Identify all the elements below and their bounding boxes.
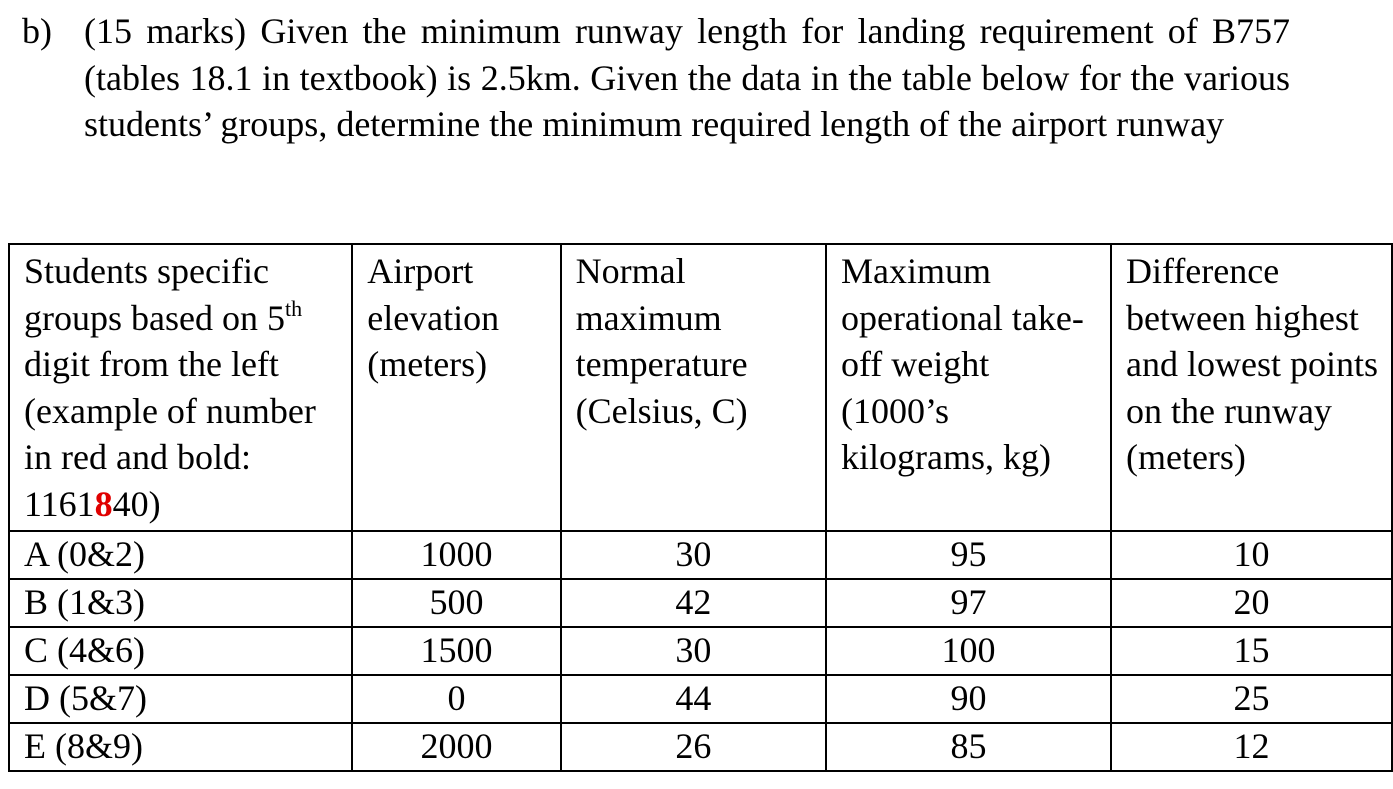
cell-temperature: 30 [561,627,826,675]
cell-difference: 15 [1111,627,1392,675]
header-student-groups-part3: 40) [112,483,161,524]
header-student-groups-part1: Students specific groups based on 5 [24,251,285,338]
question-text: (15 marks) Given the minimum runway length for landing requirement of B757 (tables 18.1 in textbook) is 2.5km. Given the data in the table below for the various students’ groups, determine the minimum required length of the airport runway [84,11,1290,144]
cell-weight: 97 [826,579,1111,627]
header-max-temperature: Normal maximum temperature (Celsius, C) [561,244,826,531]
header-student-groups [9,244,352,531]
header-takeoff-weight: Maximum operational take-off weight (1000’s kilograms, kg) [826,244,1111,531]
table-row [9,723,1392,771]
cell-temperature: 44 [561,675,826,723]
cell-temperature: 42 [561,579,826,627]
table-row [9,579,1392,627]
cell-elevation: 1000 [352,531,560,579]
header-runway-difference: Difference between highest and lowest points on the runway (meters) [1111,244,1392,531]
cell-difference: 12 [1111,723,1392,771]
cell-elevation: 2000 [352,723,560,771]
cell-group: C (4&6) [9,627,352,675]
table-row [9,675,1392,723]
cell-weight: 95 [826,531,1111,579]
header-airport-elevation: Airport elevation (meters) [352,244,560,531]
cell-weight: 100 [826,627,1111,675]
header-highlight-digit: 8 [94,483,113,524]
cell-difference: 10 [1111,531,1392,579]
cell-weight: 90 [826,675,1111,723]
question-label: b) [22,11,52,51]
header-student-groups-sup: th [284,295,303,321]
header-student-groups-part2: digit from the left (example of number in red and bold: 1161 [24,344,316,524]
cell-group: E (8&9) [9,723,352,771]
runway-data-table [8,243,1393,772]
cell-difference: 20 [1111,579,1392,627]
cell-temperature: 26 [561,723,826,771]
cell-group: B (1&3) [9,579,352,627]
cell-group: D (5&7) [9,675,352,723]
cell-elevation: 0 [352,675,560,723]
table-header-row [9,244,1392,531]
table-row [9,531,1392,579]
question-block [22,8,1322,148]
table-row [9,627,1392,675]
cell-weight: 85 [826,723,1111,771]
cell-temperature: 30 [561,531,826,579]
cell-elevation: 1500 [352,627,560,675]
cell-difference: 25 [1111,675,1392,723]
cell-elevation: 500 [352,579,560,627]
cell-group: A (0&2) [9,531,352,579]
